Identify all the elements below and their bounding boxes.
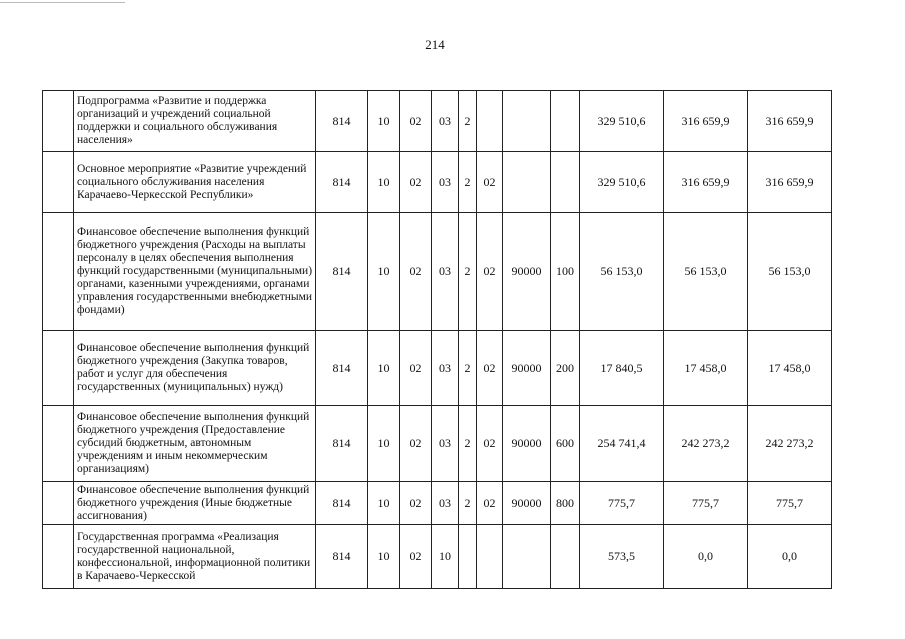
direction-code-cell: 90000 [503, 213, 551, 331]
section-code-cell: 10 [368, 482, 400, 525]
ministry-code-cell: 814 [316, 91, 368, 152]
ministry-code-cell: 814 [316, 213, 368, 331]
subprogram-code-cell: 2 [459, 152, 477, 213]
subsection-code-cell: 02 [400, 152, 432, 213]
blank-cell [43, 213, 74, 331]
amount-cell-3: 242 273,2 [748, 406, 832, 482]
activity-code-cell [477, 525, 503, 589]
ministry-code-cell: 814 [316, 525, 368, 589]
amount-cell-3: 56 153,0 [748, 213, 832, 331]
amount-cell-1: 329 510,6 [580, 152, 664, 213]
direction-code-cell: 90000 [503, 331, 551, 406]
activity-code-cell: 02 [477, 213, 503, 331]
amount-cell-1: 329 510,6 [580, 91, 664, 152]
amount-cell-3: 316 659,9 [748, 91, 832, 152]
row-name-cell: Финансовое обеспечение выполнения функций бюджетного учреждения (Расходы на выплаты персоналу в целях обеспечения выполнения функций государственными (муниципальными) органами, казенными учреждениями, органами управления государственными внебюджетными фондами) [74, 213, 316, 331]
table-row [43, 152, 832, 213]
expense-type-cell: 600 [551, 406, 580, 482]
activity-code-cell: 02 [477, 152, 503, 213]
direction-code-cell [503, 152, 551, 213]
row-name-cell: Финансовое обеспечение выполнения функций бюджетного учреждения (Закупка товаров, работ и услуг для обеспечения государственных (муниципальных) нужд) [74, 331, 316, 406]
blank-cell [43, 482, 74, 525]
subprogram-code-cell: 2 [459, 406, 477, 482]
amount-cell-2: 17 458,0 [664, 331, 748, 406]
blank-cell [43, 406, 74, 482]
amount-cell-1: 775,7 [580, 482, 664, 525]
amount-cell-1: 254 741,4 [580, 406, 664, 482]
amount-cell-2: 316 659,9 [664, 152, 748, 213]
table-row [43, 525, 832, 589]
activity-code-cell: 02 [477, 406, 503, 482]
subsection-code-cell: 02 [400, 213, 432, 331]
expense-type-cell: 200 [551, 331, 580, 406]
program-code-cell: 03 [432, 331, 459, 406]
table-row [43, 213, 832, 331]
amount-cell-3: 0,0 [748, 525, 832, 589]
subsection-code-cell: 02 [400, 406, 432, 482]
row-name-cell: Финансовое обеспечение выполнения функций бюджетного учреждения (Иные бюджетные ассигнования) [74, 482, 316, 525]
activity-code-cell: 02 [477, 331, 503, 406]
ministry-code-cell: 814 [316, 152, 368, 213]
subprogram-code-cell: 2 [459, 482, 477, 525]
amount-cell-3: 775,7 [748, 482, 832, 525]
subsection-code-cell: 02 [400, 331, 432, 406]
amount-cell-2: 775,7 [664, 482, 748, 525]
section-code-cell: 10 [368, 331, 400, 406]
program-code-cell: 03 [432, 406, 459, 482]
subprogram-code-cell: 2 [459, 91, 477, 152]
section-code-cell: 10 [368, 525, 400, 589]
direction-code-cell: 90000 [503, 406, 551, 482]
program-code-cell: 03 [432, 482, 459, 525]
amount-cell-2: 316 659,9 [664, 91, 748, 152]
amount-cell-2: 242 273,2 [664, 406, 748, 482]
row-name-cell: Государственная программа «Реализация государственной национальной, конфессиональной, информационной политики в Карачаево-Черкесской [74, 525, 316, 589]
section-code-cell: 10 [368, 406, 400, 482]
expense-type-cell [551, 525, 580, 589]
section-code-cell: 10 [368, 91, 400, 152]
section-code-cell: 10 [368, 213, 400, 331]
row-name-cell: Подпрограмма «Развитие и поддержка организаций и учреждений социальной поддержки и социального обслуживания населения» [74, 91, 316, 152]
expense-type-cell [551, 91, 580, 152]
blank-cell [43, 525, 74, 589]
row-name-cell: Основное мероприятие «Развитие учреждений социального обслуживания населения Карачаево-Черкесской Республики» [74, 152, 316, 213]
expense-type-cell: 800 [551, 482, 580, 525]
expense-type-cell [551, 152, 580, 213]
direction-code-cell: 90000 [503, 482, 551, 525]
table-row [43, 331, 832, 406]
amount-cell-2: 56 153,0 [664, 213, 748, 331]
amount-cell-1: 573,5 [580, 525, 664, 589]
table-row [43, 91, 832, 152]
activity-code-cell: 02 [477, 482, 503, 525]
table-row [43, 406, 832, 482]
budget-table [42, 90, 832, 589]
blank-cell [43, 152, 74, 213]
activity-code-cell [477, 91, 503, 152]
subsection-code-cell: 02 [400, 91, 432, 152]
expense-type-cell: 100 [551, 213, 580, 331]
section-code-cell: 10 [368, 152, 400, 213]
subsection-code-cell: 02 [400, 525, 432, 589]
program-code-cell: 10 [432, 525, 459, 589]
amount-cell-1: 17 840,5 [580, 331, 664, 406]
amount-cell-3: 316 659,9 [748, 152, 832, 213]
page-number: 214 [425, 37, 445, 52]
scan-edge-line [0, 2, 125, 3]
subprogram-code-cell: 2 [459, 331, 477, 406]
ministry-code-cell: 814 [316, 482, 368, 525]
ministry-code-cell: 814 [316, 331, 368, 406]
subsection-code-cell: 02 [400, 482, 432, 525]
subprogram-code-cell: 2 [459, 213, 477, 331]
blank-cell [43, 331, 74, 406]
program-code-cell: 03 [432, 213, 459, 331]
direction-code-cell [503, 91, 551, 152]
amount-cell-3: 17 458,0 [748, 331, 832, 406]
program-code-cell: 03 [432, 91, 459, 152]
ministry-code-cell: 814 [316, 406, 368, 482]
row-name-cell: Финансовое обеспечение выполнения функций бюджетного учреждения (Предоставление субсидий бюджетным, автономным учреждениям и иным некоммерческим организациям) [74, 406, 316, 482]
direction-code-cell [503, 525, 551, 589]
table-row [43, 482, 832, 525]
program-code-cell: 03 [432, 152, 459, 213]
subprogram-code-cell [459, 525, 477, 589]
amount-cell-2: 0,0 [664, 525, 748, 589]
amount-cell-1: 56 153,0 [580, 213, 664, 331]
blank-cell [43, 91, 74, 152]
